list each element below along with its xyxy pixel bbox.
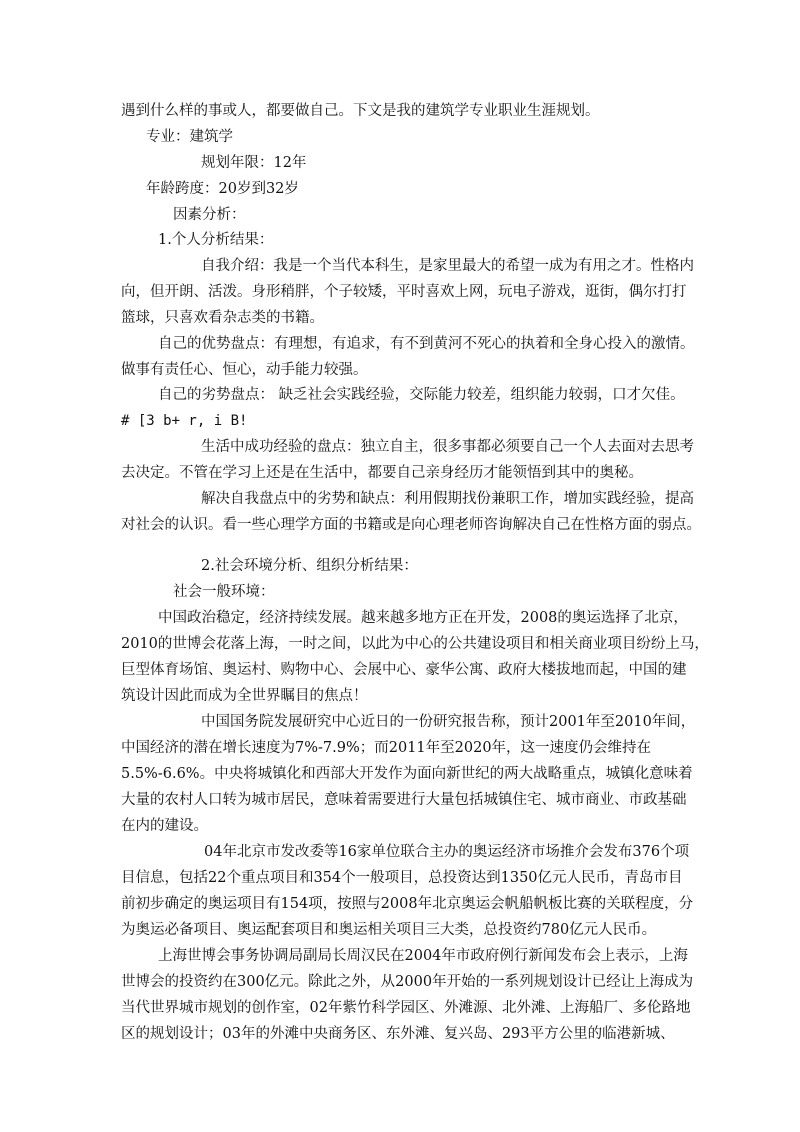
text-line: 生活中成功经验的盘点：独立自主，很多事都必须要自己一个人去面对去思考 (201, 439, 694, 455)
text-line: 遇到什么样的事或人，都要做自己。下文是我的建筑学专业职业生涯规划。 (121, 103, 600, 119)
text-line: 中国政治稳定，经济持续发展。越来越多地方正在开发，2008的奥运选择了北京， (158, 610, 688, 626)
text-line: 对社会的认识。看一些心理学方面的书籍或是向心理老师咨询解决自己在性格方面的弱点。 (121, 517, 701, 533)
text-line: 自己的优势盘点：有理想，有追求，有不到黄河不死心的执着和全身心投入的激情。 (158, 336, 695, 352)
text-line: 年龄跨度：20岁到32岁 (146, 181, 299, 197)
text-line: 04年北京市发改委等16家单位联合主办的奥运经济市场推介会发布376个项 (204, 844, 690, 860)
text-line: 自我介绍：我是一个当代本科生，是家里最大的希望一成为有用之才。性格内 (201, 258, 694, 274)
text-line: 2010的世博会花落上海，一时之间，以此为中心的公共建设项目和相关商业项目纷纷上马， (121, 636, 709, 652)
text-line: 篮球，只喜欢看杂志类的书籍。 (121, 310, 324, 326)
text-line: 去决定。不管在学习上还是在生活中，都要自己亲身经历才能领悟到其中的奥秘。 (121, 465, 643, 481)
text-line: 大量的农村人口转为城市居民，意味着需要进行大量包括城镇住宅、城市商业、市政基础 (121, 792, 687, 808)
text-line: 目信息，包括22个重点项目和354个一般项目，总投资达到1350亿元人民币，青岛市目 (121, 870, 683, 886)
text-line: 5.5%-6.6%。中央将城镇化和西部大开发作为面向新世纪的两大战略重点，城镇化意味着 (121, 766, 693, 782)
text-line: 前初步确定的奥运项目有154项，按照与2008年北京奥运会帆船帆板比赛的关联程度，分 (121, 896, 694, 912)
text-line: 自己的劣势盘点： 缺乏社会实践经验，交际能力较差，组织能力较弱，口才欠佳。 (158, 387, 685, 403)
text-line: 1.个人分析结果： (158, 232, 274, 248)
text-line: 中国经济的潜在增长速度为7%-7.9%；而2011年至2020年，这一速度仍会维持在 (121, 740, 652, 756)
text-line: # [3 b+ r, i B! (121, 413, 248, 429)
text-line: 上海世博会事务协调局副局长周汉民在2004年市政府例行新闻发布会上表示，上海 (158, 948, 688, 964)
text-line: 中国国务院发展研究中心近日的一份研究报告称，预计2001年至2010年间， (201, 714, 696, 730)
text-line: 筑设计因此而成为全世界瞩目的焦点！ (121, 688, 368, 704)
text-line: 规划年限：12年 (201, 155, 307, 171)
text-line: 解决自我盘点中的劣势和缺点：利用假期找份兼职工作，增加实践经验，提高 (201, 491, 694, 507)
text-line: 巨型体育场馆、奥运村、购物中心、会展中心、豪华公寓、政府大楼拔地而起，中国的建 (121, 662, 687, 678)
text-line: 向，但开朗、活泼。身形稍胖，个子较矮，平时喜欢上网，玩电子游戏，逛街，偶尔打打 (121, 284, 687, 300)
text-line: 专业：建筑学 (146, 129, 233, 145)
text-line: 区的规划设计；03年的外滩中央商务区、东外滩、复兴岛、293平方公里的临港新城、 (121, 1026, 675, 1042)
text-line: 在内的建设。 (121, 818, 208, 834)
text-line: 当代世界城市规划的创作室，02年紫竹科学园区、外滩源、北外滩、上海船厂、多伦路地 (121, 1000, 691, 1016)
text-line: 因素分析： (173, 207, 246, 223)
text-line: 为奥运必备项目、奥运配套项目和奥运相关项目三大类，总投资约780亿元人民币。 (121, 922, 657, 938)
text-line: 做事有责任心、恒心，动手能力较强。 (121, 362, 368, 378)
text-line: 社会一般环境： (173, 584, 275, 600)
text-line: 2.社会环境分析、组织分析结果： (201, 558, 418, 574)
text-line: 世博会的投资约在300亿元。除此之外，从2000年开始的一系列规划设计已经让上海成为 (121, 974, 694, 990)
